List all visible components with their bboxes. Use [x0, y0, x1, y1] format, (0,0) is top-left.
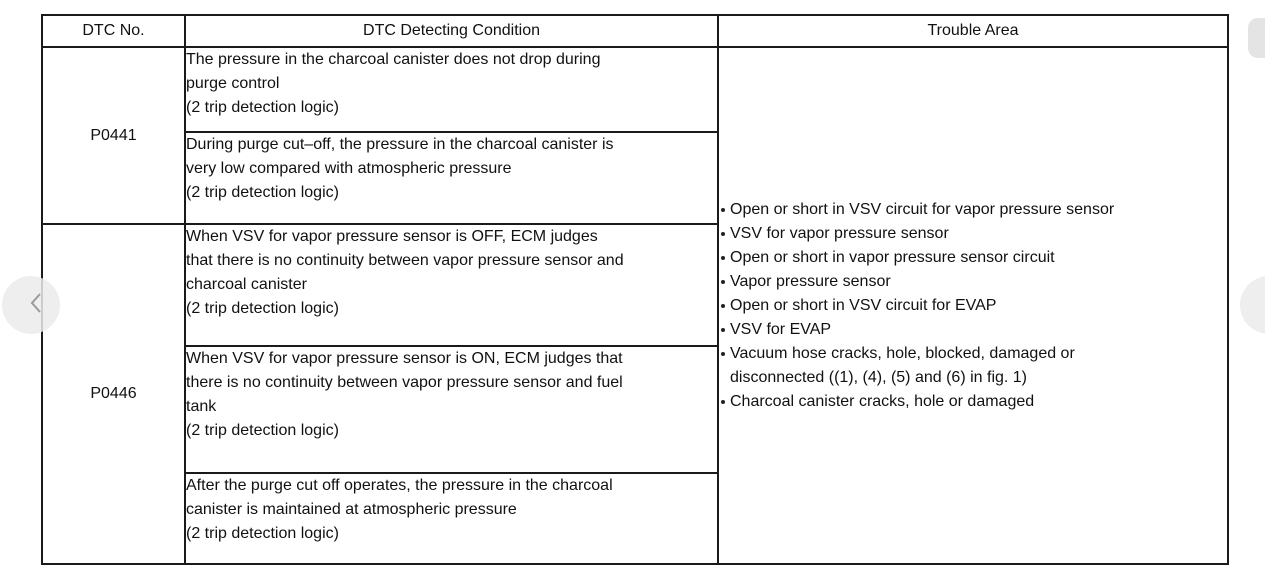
- condition-line: When VSV for vapor pressure sensor is ON, ECM judges that: [186, 350, 623, 368]
- list-item-continuation: disconnected ((1), (4), (5) and (6) in fig. 1): [730, 368, 1028, 386]
- condition-line: purge control: [186, 75, 280, 92]
- list-item: VSV for vapor pressure sensor: [719, 222, 1227, 246]
- condition-line: canister is maintained at atmospheric pressure: [186, 500, 517, 518]
- next-page-button[interactable]: [1240, 276, 1265, 334]
- condition-line: (2 trip detection logic): [186, 183, 339, 201]
- dtc-code: P0441: [42, 47, 185, 224]
- condition-cell: [185, 346, 718, 472]
- condition-line: charcoal canister: [186, 276, 307, 294]
- condition-line: that there is no continuity between vapor pressure sensor and: [186, 252, 624, 270]
- condition-cell: [185, 132, 718, 224]
- list-item: Vacuum hose cracks, hole, blocked, damaged or: [719, 342, 1227, 366]
- condition-line: (2 trip detection logic): [186, 422, 339, 440]
- header-trouble-area: Trouble Area: [718, 15, 1228, 47]
- dtc-table: [41, 14, 1229, 565]
- trouble-area-list: [719, 198, 1227, 414]
- dtc-code: P0446: [42, 224, 185, 564]
- header-dtc-no: DTC No.: [42, 15, 185, 47]
- condition-cell: [185, 473, 718, 564]
- condition-line: The pressure in the charcoal canister does not drop during: [186, 51, 601, 68]
- scroll-indicator: [1248, 18, 1265, 58]
- condition-line: very low compared with atmospheric pressure: [186, 159, 512, 177]
- list-item: VSV for EVAP: [719, 318, 1227, 342]
- list-item: Open or short in VSV circuit for EVAP: [719, 294, 1227, 318]
- header-condition: DTC Detecting Condition: [185, 15, 718, 47]
- chevron-left-icon: [19, 292, 43, 319]
- condition-line: During purge cut–off, the pressure in the charcoal canister is: [186, 135, 614, 153]
- list-item: Open or short in VSV circuit for vapor pressure sensor: [719, 198, 1227, 222]
- prev-page-button[interactable]: [2, 276, 60, 334]
- header-row: [42, 15, 1228, 47]
- condition-line: (2 trip detection logic): [186, 300, 339, 318]
- list-item: Vapor pressure sensor: [719, 270, 1227, 294]
- condition-line: there is no continuity between vapor pressure sensor and fuel: [186, 374, 623, 392]
- condition-cell: [185, 224, 718, 346]
- condition-line: (2 trip detection logic): [186, 524, 339, 542]
- list-item: Charcoal canister cracks, hole or damaged: [719, 390, 1227, 414]
- list-item: Open or short in vapor pressure sensor circuit: [719, 246, 1227, 270]
- trouble-area-cell: [718, 47, 1228, 564]
- condition-line: tank: [186, 398, 217, 416]
- condition-cell: [185, 47, 718, 132]
- condition-line: After the purge cut off operates, the pressure in the charcoal: [186, 476, 613, 494]
- condition-line: When VSV for vapor pressure sensor is OFF, ECM judges: [186, 228, 598, 246]
- condition-line: (2 trip detection logic): [186, 99, 339, 116]
- table-row: [42, 47, 1228, 132]
